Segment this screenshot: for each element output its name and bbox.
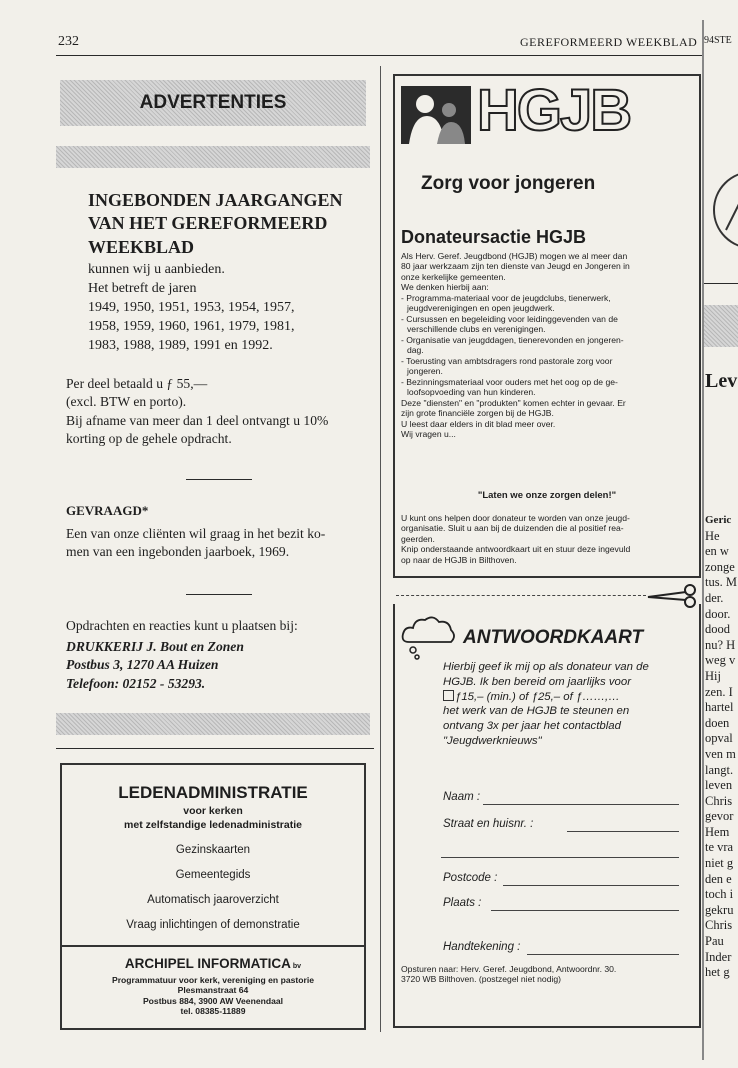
wanted-line: men van een ingebonden jaarboek, 1969. bbox=[66, 544, 290, 560]
fragment: door. bbox=[705, 606, 731, 621]
advertenties-title: ADVERTENTIES bbox=[139, 92, 287, 113]
ad2-sub1: voor kerken bbox=[183, 805, 243, 817]
card-line: "Jeugdwerknieuws" bbox=[443, 735, 542, 748]
bullet-line: - Programma-materiaal voor de jeugdclubs, tienerwerk, bbox=[401, 292, 611, 303]
field-name-line[interactable] bbox=[483, 804, 679, 805]
help-text bbox=[401, 513, 697, 565]
page-edge bbox=[702, 20, 704, 1060]
ad1-short-rule-2 bbox=[186, 594, 252, 595]
card-line: HGJB. Ik ben bereid om jaarlijks voor bbox=[443, 675, 632, 688]
header-rule bbox=[56, 55, 704, 56]
fragment: der. bbox=[705, 590, 724, 605]
field-street-label: Straat en huisnr. : bbox=[443, 818, 534, 830]
cut-line bbox=[396, 595, 646, 596]
card-line: ontvang 3x per jaar het contactblad bbox=[443, 720, 621, 733]
after-line: zijn grote financiële zorgen bij de HGJB. bbox=[401, 408, 554, 419]
ad2-item: Gemeentegids bbox=[175, 869, 251, 881]
fragment: Chris bbox=[705, 793, 733, 808]
donateursactie-title: Donateursactie HGJB bbox=[401, 227, 587, 247]
ad1-price bbox=[66, 375, 328, 448]
fragment: hartel bbox=[705, 700, 734, 715]
ad1-short-rule bbox=[186, 479, 252, 480]
help-line: U kunt ons helpen door donateur te worden van onze jeugd- bbox=[401, 513, 630, 523]
running-title: GEREFORMEERD WEEKBLAD bbox=[520, 35, 698, 49]
ad1-line: 1958, 1959, 1960, 1961, 1979, 1981, bbox=[88, 318, 295, 334]
hgjb-logo-text: HGJB bbox=[477, 78, 631, 143]
contact-line: Telefoon: 02152 - 53293. bbox=[66, 675, 206, 691]
fragment: Hij bbox=[705, 668, 721, 683]
card-title: ANTWOORDKAART bbox=[463, 627, 644, 648]
ad1-line: Het betreft de jaren bbox=[88, 280, 197, 296]
next-page-rule-1 bbox=[704, 283, 738, 284]
price-line: Bij afname van meer dan 1 deel ontvangt u 10% bbox=[66, 412, 329, 428]
field-street-line[interactable] bbox=[567, 831, 679, 832]
fragment: dood bbox=[705, 622, 730, 637]
fragment: te vra bbox=[705, 840, 734, 855]
ad2-company-line: Programmatuur voor kerk, vereniging en pastorie bbox=[111, 975, 314, 985]
field-postcode-label: Postcode : bbox=[443, 872, 498, 884]
bullet-line: - Toerusting van ambtsdragers rond pastorale zorg voor bbox=[401, 355, 613, 366]
bullet-line: - Bezinningsmateriaal voor ouders met het oog op de ge- bbox=[401, 376, 618, 387]
card-line: het werk van de HGJB te steunen en bbox=[443, 705, 630, 718]
contact-intro: Opdrachten en reacties kunt u plaatsen bij: bbox=[66, 618, 298, 633]
antwoordkaart bbox=[393, 604, 701, 1028]
ad1-line: 1949, 1950, 1951, 1953, 1954, 1957, bbox=[88, 299, 295, 315]
next-page-fragment: 94STE bbox=[704, 35, 732, 46]
ad1-heading-line: INGEBONDEN JAARGANGEN bbox=[88, 190, 343, 210]
fragment: weg v bbox=[705, 653, 736, 668]
ad1-top-bar bbox=[56, 146, 370, 168]
price-line: (excl. BTW en porto). bbox=[66, 394, 187, 410]
bullet-line: jongeren. bbox=[407, 366, 443, 377]
fragment: niet g bbox=[705, 856, 734, 871]
intro-line: We denken hierbij aan: bbox=[401, 282, 489, 293]
ad1-line: 1983, 1988, 1989, 1991 en 1992. bbox=[88, 337, 273, 353]
bullet-line: loofsopvoeding van hun kinderen. bbox=[407, 387, 536, 398]
field-postcode-line[interactable] bbox=[503, 885, 679, 886]
field-name-label: Naam : bbox=[443, 791, 481, 803]
contact-line: Postbus 3, 1270 AA Huizen bbox=[66, 657, 219, 673]
column-divider bbox=[380, 66, 381, 1032]
bullet-line: jeugdverenigingen en open jeugdwerk. bbox=[407, 303, 555, 314]
ad2-company-name: ARCHIPEL INFORMATICA bbox=[124, 956, 291, 971]
ad2-item: Gezinskaarten bbox=[175, 844, 251, 856]
ad2-divider bbox=[62, 945, 364, 947]
bullet-item bbox=[401, 356, 697, 377]
bullet-line: - Cursussen en begeleiding voor leidinggevenden van de bbox=[401, 313, 618, 324]
help-line: op naar de HGJB in Bilthoven. bbox=[401, 554, 517, 565]
bullet-item bbox=[401, 377, 697, 398]
donateursactie-intro bbox=[401, 251, 697, 440]
contact-line: DRUKKERIJ J. Bout en Zonen bbox=[66, 639, 244, 654]
intro-line: Als Herv. Geref. Jeugdbond (HGJB) mogen we al meer dan bbox=[401, 251, 628, 261]
fragment: Pau bbox=[705, 934, 724, 949]
field-signature-label: Handtekening : bbox=[443, 941, 521, 953]
fragment: nu? H bbox=[705, 637, 736, 652]
field-place-line[interactable] bbox=[491, 910, 679, 911]
help-line: geerden. bbox=[401, 533, 435, 544]
send-instructions bbox=[401, 964, 697, 985]
help-line: Knip onderstaande antwoordkaart uit en stuur deze ingevuld bbox=[401, 544, 631, 555]
fragment: gevor bbox=[705, 809, 734, 824]
wanted-text bbox=[66, 525, 325, 562]
card-body bbox=[443, 660, 649, 749]
ad1-years bbox=[88, 261, 295, 355]
hgjb-logo-icon bbox=[401, 86, 471, 144]
card-amount-line bbox=[443, 690, 649, 705]
fragment: tus. M bbox=[705, 575, 737, 590]
send-line: Opsturen naar: Herv. Geref. Jeugdbond, Antwoordnr. 30. bbox=[401, 964, 617, 974]
hgjb-ad bbox=[393, 74, 701, 578]
field-place-label: Plaats : bbox=[443, 897, 482, 909]
next-page-fragments bbox=[705, 513, 738, 981]
price-line: korting op de gehele opdracht. bbox=[66, 431, 232, 447]
bullet-line: - Organisatie van jeugddagen, tienerevonden en jongeren- bbox=[401, 334, 624, 345]
ad2-sub2: met zelfstandige ledenadministratie bbox=[124, 819, 302, 831]
after-line: Wij vragen u... bbox=[401, 429, 456, 440]
ad2-item: Vraag inlichtingen of demonstratie bbox=[126, 919, 300, 931]
cloud-icon bbox=[399, 612, 459, 664]
ad2-company-line: Postbus 884, 3900 AW Veenendaal bbox=[142, 995, 284, 1006]
page-number: 232 bbox=[58, 34, 79, 49]
field-signature-line[interactable] bbox=[527, 954, 679, 955]
fragment: He bbox=[705, 528, 720, 543]
next-page-heading-fragment: Lev bbox=[705, 370, 738, 392]
checkbox-15[interactable] bbox=[443, 690, 454, 701]
ad2-company-suffix: bv bbox=[292, 963, 302, 970]
bullet-line: dag. bbox=[407, 345, 424, 356]
help-line: organisatie. Sluit u aan bij de duizenden die al positief rea- bbox=[401, 523, 624, 534]
fragment: opval bbox=[705, 731, 733, 746]
fragment: gekru bbox=[705, 902, 734, 917]
next-page-logo-fragment bbox=[706, 120, 738, 260]
slogan-delen: "Laten we onze zorgen delen!" bbox=[477, 490, 617, 501]
ad1-heading bbox=[88, 189, 343, 259]
ad1-bottom-bar bbox=[56, 713, 370, 735]
wanted-title: GEVRAAGD* bbox=[66, 503, 149, 518]
fragment: het g bbox=[705, 965, 730, 980]
fragment: leven bbox=[705, 778, 733, 793]
next-page-emblem-icon bbox=[706, 120, 738, 260]
price-line: Per deel betaald u ƒ 55,— bbox=[66, 376, 208, 391]
ad2-company-line: Plesmanstraat 64 bbox=[177, 985, 249, 996]
ad1-line: kunnen wij u aanbieden. bbox=[88, 262, 225, 277]
fragment: zonge bbox=[705, 559, 735, 574]
after-line: Deze "diensten" en "produkten" komen echter in gevaar. Er bbox=[401, 397, 626, 408]
send-line: 3720 WB Bilthoven. (postzegel niet nodig) bbox=[401, 974, 562, 985]
next-page-grey-bar bbox=[704, 305, 738, 347]
fragment: Hem bbox=[705, 824, 730, 839]
ad2-company-details bbox=[62, 975, 364, 1017]
fragment: zen. I bbox=[705, 684, 733, 699]
ad1-heading-line: VAN HET GEREFORMEERD bbox=[88, 213, 328, 234]
field-extra-line[interactable] bbox=[441, 857, 679, 858]
after-line: U leest daar elders in dit blad meer over. bbox=[401, 418, 556, 429]
bullet-item bbox=[401, 293, 697, 314]
bullet-item bbox=[401, 335, 697, 356]
bullet-item bbox=[401, 314, 697, 335]
card-line: Hierbij geef ik mij op als donateur van de bbox=[443, 661, 649, 673]
wanted-line: Een van onze cliënten wil graag in het bezit ko- bbox=[66, 526, 326, 541]
fragment: den e bbox=[705, 871, 732, 886]
ad2-company-line: tel. 08385-11889 bbox=[180, 1006, 246, 1017]
intro-line: 80 jaar werkzaam zijn ten dienste van Jeugd en Jongeren in bbox=[401, 261, 630, 272]
ledenadministratie-ad bbox=[60, 763, 366, 1030]
fragment: toch i bbox=[705, 887, 734, 902]
ad2-item: Automatisch jaaroverzicht bbox=[147, 894, 279, 906]
bullet-line: verschillende clubs en verenigingen. bbox=[407, 324, 546, 335]
card-amounts: ƒ15,– (min.) of ƒ25,– of ƒ……,… bbox=[455, 690, 620, 703]
ad1-heading-line: WEEKBLAD bbox=[88, 236, 195, 257]
fragment: doen bbox=[705, 715, 730, 730]
fragment: en w bbox=[705, 544, 729, 559]
intro-line: onze kerkelijke gemeenten. bbox=[401, 271, 506, 282]
fragment: Chris bbox=[705, 918, 733, 933]
fragment: langt. bbox=[705, 762, 734, 777]
left-section-rule bbox=[56, 748, 374, 749]
fragment: ven m bbox=[705, 746, 736, 761]
contact-block bbox=[66, 638, 244, 693]
fragment: Inder bbox=[705, 949, 732, 964]
ad2-title: LEDENADMINISTRATIE bbox=[118, 783, 308, 802]
ad2-company bbox=[62, 956, 364, 971]
hgjb-slogan: Zorg voor jongeren bbox=[421, 173, 596, 194]
fragment: Geric bbox=[705, 514, 732, 526]
